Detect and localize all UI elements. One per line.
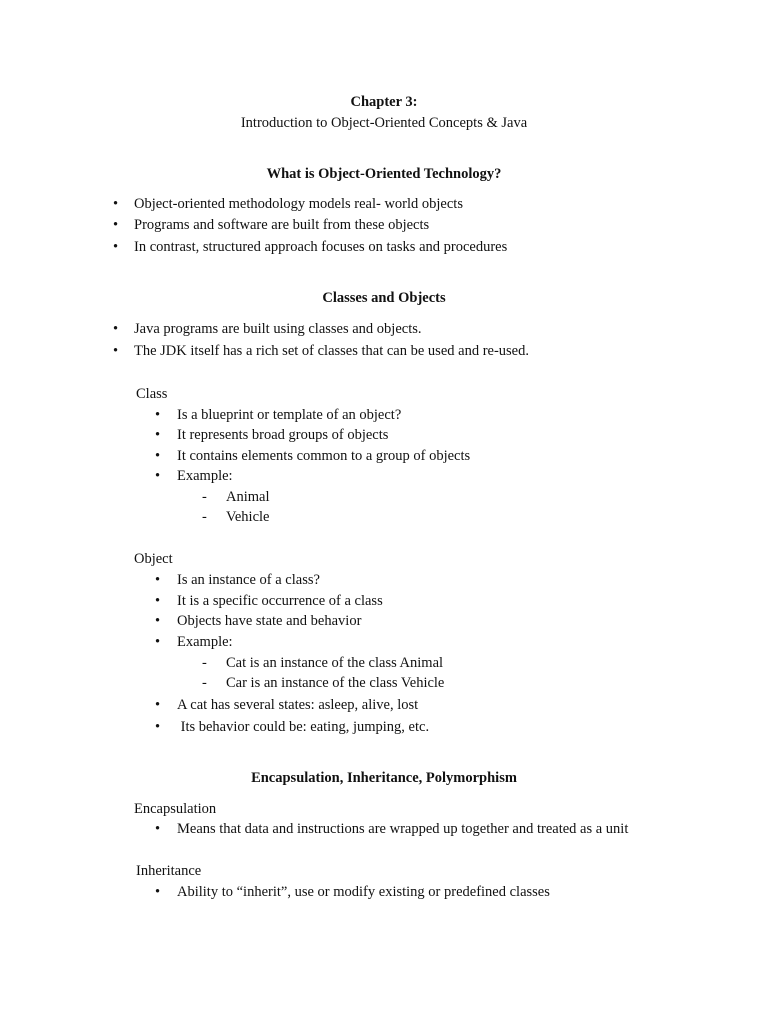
list-item-text: Is a blueprint or template of an object?: [177, 407, 402, 423]
list-item: [155, 695, 715, 715]
bullet-icon: •: [113, 239, 119, 255]
list-item-text: A cat has several states: asleep, alive, lost: [177, 697, 419, 713]
dash-icon: -: [202, 509, 207, 525]
bullet-icon: •: [155, 719, 161, 735]
bullet-icon: •: [155, 634, 161, 650]
list-item: [155, 405, 715, 425]
list-item: [113, 341, 713, 361]
list-item: [113, 237, 713, 257]
list-item-text: Programs and software are built from these objects: [134, 217, 430, 233]
section-heading-oot: What is Object-Oriented Technology?: [266, 166, 502, 182]
bullet-icon: •: [155, 613, 161, 629]
list-item-text: In contrast, structured approach focuses on tasks and procedures: [134, 239, 508, 255]
section-heading-eip: Encapsulation, Inheritance, Polymorphism: [251, 770, 517, 786]
bullet-icon: •: [113, 343, 119, 359]
bullet-icon: •: [155, 448, 161, 464]
list-item-text: Cat is an instance of the class Animal: [226, 655, 444, 671]
bullet-icon: •: [155, 884, 161, 900]
list-item: [113, 215, 713, 235]
section-heading-classes-objects: Classes and Objects: [322, 290, 446, 306]
bullet-icon: •: [155, 407, 161, 423]
list-item: [155, 570, 715, 590]
list-item-text: Objects have state and behavior: [177, 613, 362, 629]
class-label: Class: [136, 386, 168, 402]
bullet-icon: •: [155, 427, 161, 443]
bullet-icon: •: [155, 468, 161, 484]
dash-icon: -: [202, 489, 207, 505]
list-item: [155, 632, 715, 652]
bullet-icon: •: [155, 572, 161, 588]
list-item-text: Is an instance of a class?: [177, 572, 320, 588]
object-label: Object: [134, 551, 173, 567]
list-item: [155, 591, 715, 611]
list-item: [155, 446, 715, 466]
dash-icon: -: [202, 655, 207, 671]
list-item-text: Car is an instance of the class Vehicle: [226, 675, 445, 691]
list-item: [113, 194, 713, 214]
list-item-text: Example:: [177, 634, 233, 650]
inheritance-label: Inheritance: [136, 863, 202, 879]
list-item: [155, 611, 715, 631]
list-item-text: Vehicle: [226, 509, 270, 525]
list-item-text: Java programs are built using classes and objects.: [134, 321, 422, 337]
list-item-text: Ability to “inherit”, use or modify existing or predefined classes: [177, 884, 550, 900]
list-item-text: Object-oriented methodology models real- world objects: [134, 196, 463, 212]
list-item-text: Its behavior could be: eating, jumping, etc.: [177, 719, 430, 735]
list-item: [202, 507, 702, 527]
list-item-text: Means that data and instructions are wrapped up together and treated as a unit: [177, 821, 629, 837]
bullet-icon: •: [155, 821, 161, 837]
list-item: [155, 717, 715, 737]
list-item: [155, 882, 755, 902]
list-item-text: It represents broad groups of objects: [177, 427, 389, 443]
bullet-icon: •: [113, 196, 119, 212]
chapter-title: Chapter 3:: [350, 94, 418, 110]
bullet-icon: •: [155, 593, 161, 609]
chapter-subtitle: Introduction to Object-Oriented Concepts & Java: [240, 115, 528, 131]
list-item: [155, 466, 715, 486]
bullet-icon: •: [155, 697, 161, 713]
list-item-text: Example:: [177, 468, 233, 484]
list-item-text: Animal: [226, 489, 270, 505]
list-item: [202, 653, 702, 673]
list-item: [113, 319, 713, 339]
list-item: [155, 425, 715, 445]
encapsulation-label: Encapsulation: [134, 801, 217, 817]
list-item-text: It is a specific occurrence of a class: [177, 593, 383, 609]
list-item: [202, 673, 702, 693]
list-item: [155, 819, 755, 839]
bullet-icon: •: [113, 321, 119, 337]
list-item-text: The JDK itself has a rich set of classes that can be used and re-used.: [134, 343, 529, 359]
bullet-icon: •: [113, 217, 119, 233]
dash-icon: -: [202, 675, 207, 691]
list-item: [202, 487, 702, 507]
list-item-text: It contains elements common to a group of objects: [177, 448, 471, 464]
